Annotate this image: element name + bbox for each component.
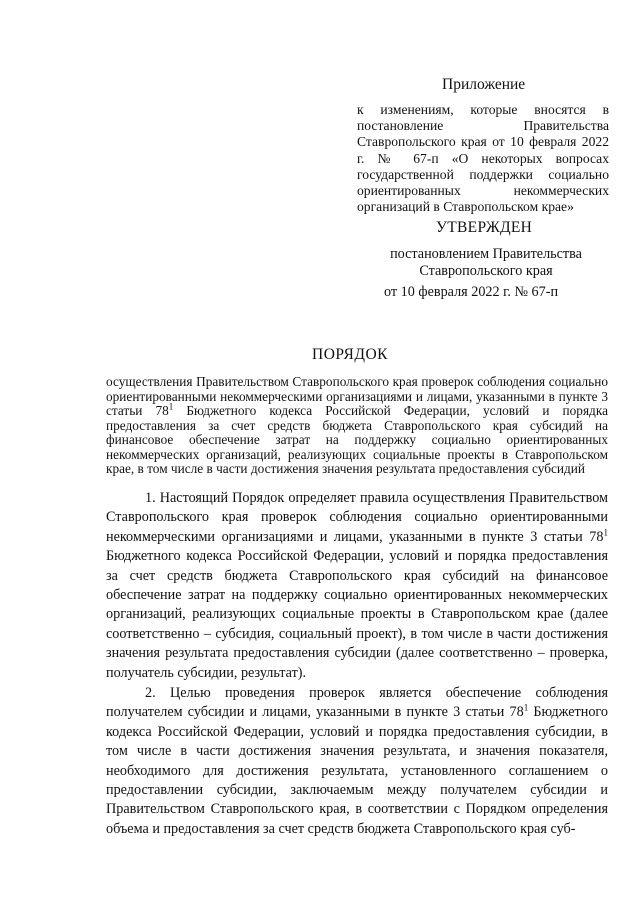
- approval-title: УТВЕРЖДЕН: [436, 219, 533, 236]
- paragraph-1-superscript: 1: [603, 527, 608, 538]
- annex-title: Приложение: [442, 76, 526, 93]
- paragraph-2-part-b: Бюджетного кодекса Российской Федерации, условий и порядка предоставления субсидии, в том числе в части достижения значения результата, и значения показателя, необходимого для достижения результата, установленного соглашением о предоставлении субсидии, заключаемым между получателем субсидии и Правительством Ставропольского края, в соответствии с Порядком определения объема и предоставления за счет средств бюджета Ставропольского края суб-: [106, 704, 608, 837]
- paragraph-1-part-b: Бюджетного кодекса Российской Федерации, условий и порядка предоставления за счет средств бюджета Ставропольского края субсидий на финансовое обеспечение затрат на поддержку социально ориентированных некоммерческих организаций, реализующих социальные проекты в Ставропольском крае (далее соответственно – субсидия, социальный проект), в том числе в части достижения значения результата предоставления субсидии (далее соответственно – проверка, получатель субсидии, результат).: [106, 548, 608, 681]
- paragraph-2-superscript: 1: [523, 702, 529, 713]
- paragraph-1: [106, 489, 608, 683]
- paragraph-1-part-a: 1. Настоящий Порядок определяет правила осуществления Правительством Ставропольского края проверок соблюдения социально ориентированными некоммерческими организациями и лицами, указанными в пункте 3 статьи 78: [106, 490, 608, 545]
- approval-date: от 10 февраля 2022 г. № 67-п: [384, 284, 559, 300]
- paragraph-2-part-a: 2. Целью проведения проверок является обеспечение соблюдения получателем субсидии и лицами, указанными в пункте 3 статьи 78: [106, 685, 608, 721]
- document-title: ПОРЯДОК: [312, 346, 388, 363]
- subtitle-superscript: 1: [168, 401, 174, 412]
- annex-body: к изменениям, которые вносятся в постановление Правительства Ставропольского края от 10 февраля 2022 г. № 67-п «О некоторых вопросах государственной поддержки социально ориентированных некоммерческих организаций в Ставропольском крае»: [357, 102, 609, 215]
- paragraph-2: [106, 684, 608, 839]
- subtitle-part-a: осуществления Правительством Ставропольского края проверок соблюдения социально ориентированными некоммерческими организациями и лицами, указанными в пункте 3 статьи 78: [106, 374, 608, 418]
- document-subtitle: [106, 375, 608, 477]
- approval-by: постановлением Правительства Ставропольского края: [390, 246, 582, 279]
- subtitle-part-b: Бюджетного кодекса Российской Федерации, условий и порядка предоставления за счет средств бюджета Ставропольского края субсидий на финансовое обеспечение затрат на поддержку социально ориентированных некоммерческих организаций, реализующих социальные проекты в Ставропольском крае, в том числе в части достижения значения результата предоставления субсидий: [106, 403, 608, 476]
